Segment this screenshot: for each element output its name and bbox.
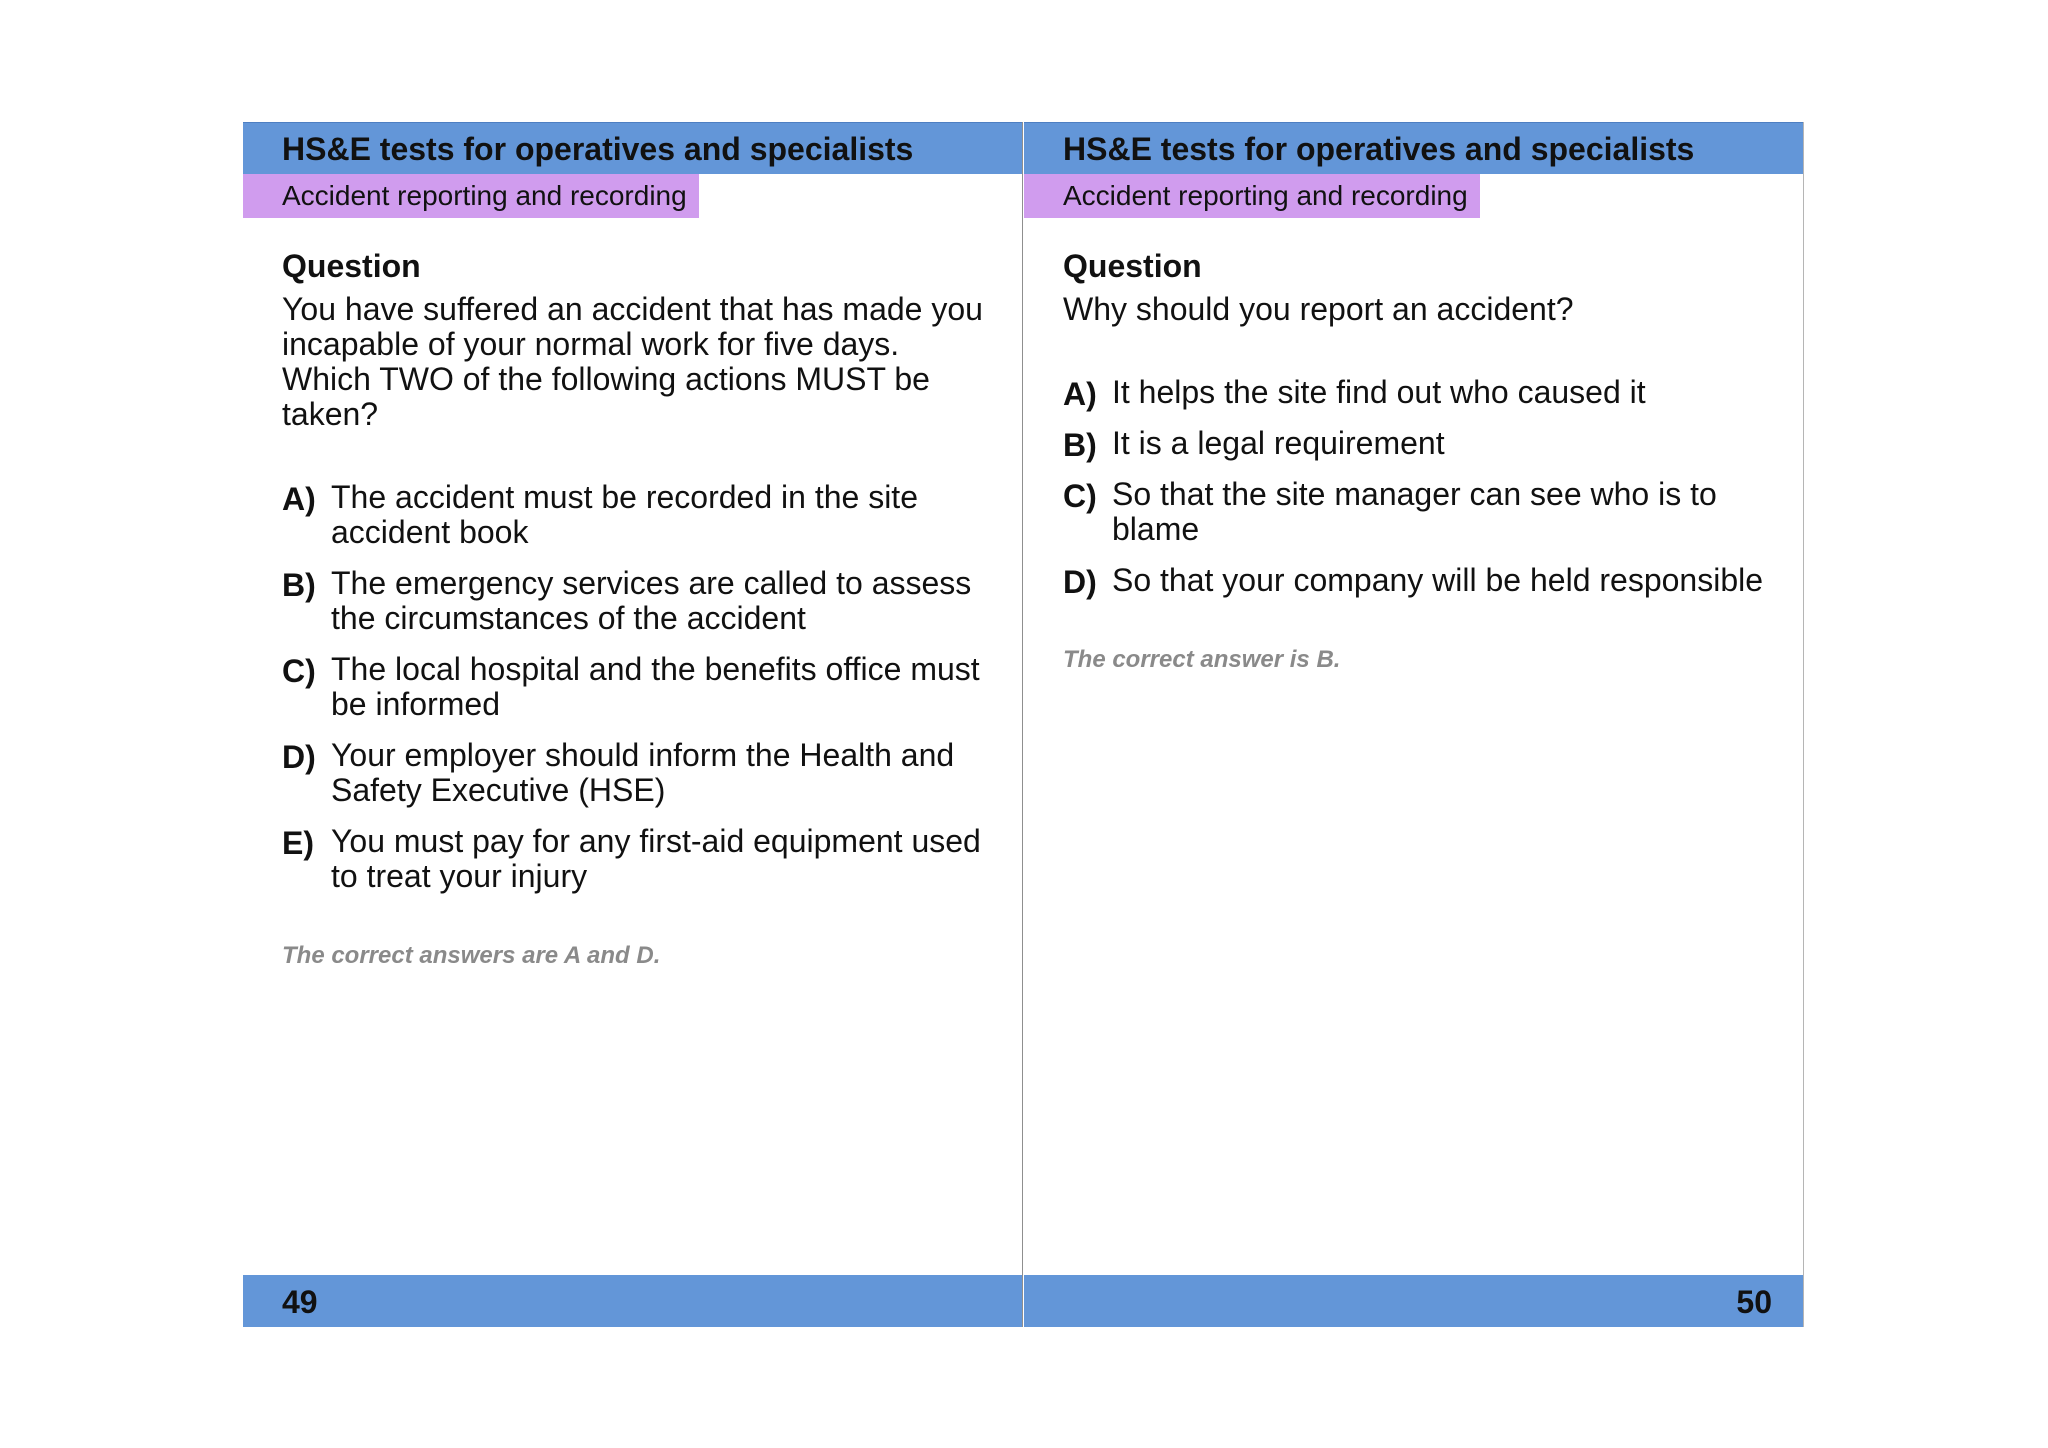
answer-text: So that the site manager can see who is to blame	[1112, 476, 1717, 547]
answer-text: It is a legal requirement	[1112, 425, 1445, 461]
answer-text: The local hospital and the benefits office must be informed	[331, 651, 980, 722]
left-page	[243, 122, 1023, 1327]
answer-text: Your employer should inform the Health and Safety Executive (HSE)	[331, 737, 955, 808]
correct-answer-note: The correct answer is B.	[1063, 646, 1341, 673]
book-spread	[243, 122, 1805, 1327]
answer-option-b	[1063, 426, 1773, 461]
page-header-bar	[1024, 122, 1803, 174]
answer-letter: C)	[1063, 478, 1097, 514]
question-label: Question	[282, 248, 421, 284]
page-footer-bar	[243, 1275, 1022, 1327]
answer-letter: E)	[282, 825, 314, 861]
answer-letter: B)	[1063, 427, 1097, 463]
section-title: Accident reporting and recording	[1063, 180, 1468, 211]
page-number: 50	[1736, 1284, 1772, 1320]
answer-option-c	[282, 652, 992, 722]
page-header-title: HS&E tests for operatives and specialists	[1063, 131, 1695, 167]
answer-option-d	[282, 738, 992, 808]
answer-letter: A)	[1063, 376, 1097, 412]
question-block	[282, 248, 992, 970]
answer-option-a	[282, 480, 992, 550]
question-block	[1063, 248, 1773, 674]
answer-list	[1063, 375, 1773, 598]
answer-list	[282, 480, 992, 894]
page-footer-bar	[1024, 1275, 1803, 1327]
page-header-bar	[243, 122, 1022, 174]
answer-text: So that your company will be held responsible	[1112, 562, 1764, 598]
answer-letter: D)	[1063, 564, 1097, 600]
answer-option-b	[282, 566, 992, 636]
answer-option-c	[1063, 477, 1773, 547]
answer-option-a	[1063, 375, 1773, 410]
answer-letter: A)	[282, 481, 316, 517]
question-text: You have suffered an accident that has made you incapable of your normal work for five days. Which TWO of the following actions MUST be taken?	[282, 291, 983, 432]
answer-text: It helps the site find out who caused it	[1112, 374, 1646, 410]
correct-answer-note: The correct answers are A and D.	[282, 942, 661, 969]
question-label: Question	[1063, 248, 1202, 284]
page-header-title: HS&E tests for operatives and specialists	[282, 131, 914, 167]
answer-text: You must pay for any first-aid equipment used to treat your injury	[331, 823, 981, 894]
answer-letter: C)	[282, 653, 316, 689]
page-number: 49	[282, 1284, 318, 1320]
section-tab	[243, 174, 699, 218]
answer-letter: B)	[282, 567, 316, 603]
right-page	[1024, 122, 1804, 1327]
question-text: Why should you report an accident?	[1063, 291, 1574, 327]
answer-option-e	[282, 824, 992, 894]
answer-text: The accident must be recorded in the site accident book	[331, 479, 918, 550]
answer-letter: D)	[282, 739, 316, 775]
section-title: Accident reporting and recording	[282, 180, 687, 211]
section-tab	[1024, 174, 1480, 218]
answer-text: The emergency services are called to assess the circumstances of the accident	[331, 565, 972, 636]
answer-option-d	[1063, 563, 1773, 598]
